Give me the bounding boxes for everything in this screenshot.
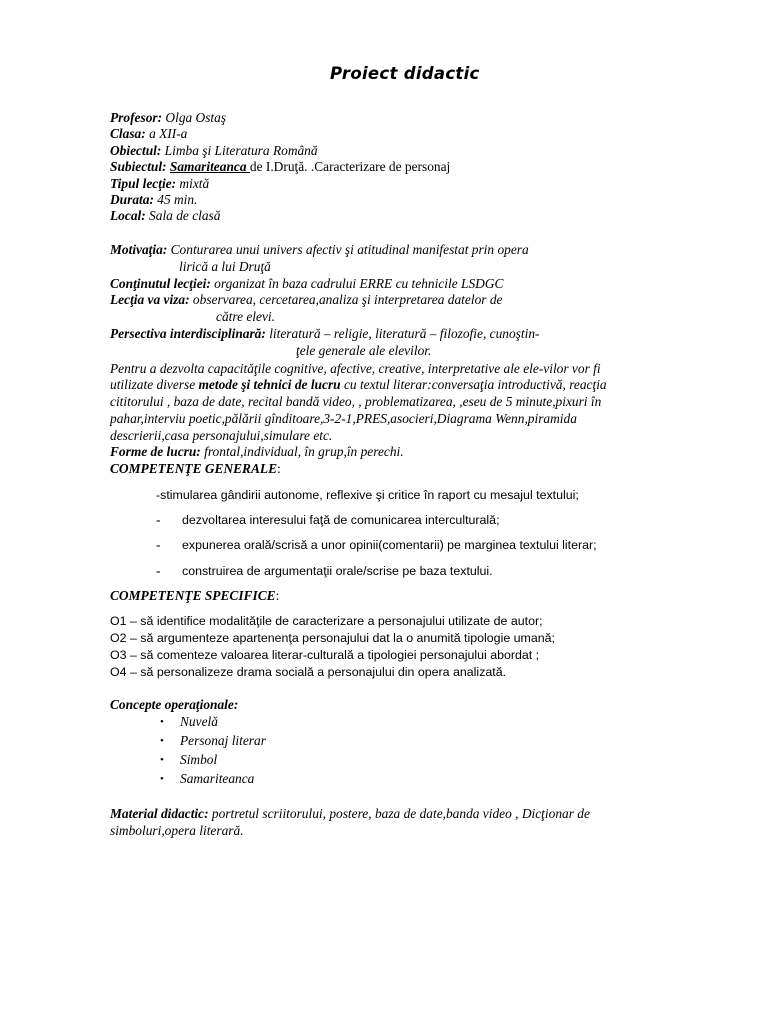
- metode-tehnici-emphasis: metode şi tehnici de lucru: [198, 377, 341, 392]
- persectiva-line2: ţele generale ale elevilor.: [296, 343, 432, 358]
- durata-line: [110, 192, 197, 208]
- bullet-icon: •: [160, 754, 164, 766]
- continutul-text: organizat în baza cadrului ERRE cu tehnicile LSDGC: [210, 276, 504, 291]
- document-title: Proiect didactic: [330, 64, 480, 83]
- obiectul-line: [110, 143, 318, 159]
- continutul-line: [110, 276, 503, 292]
- list-dash: -: [156, 563, 161, 578]
- local-label: Local:: [110, 208, 146, 223]
- motivatia-line: [110, 242, 529, 258]
- local-line: [110, 208, 220, 224]
- profesor-value: Olga Ostaş: [162, 110, 227, 125]
- competente-generale-heading: [110, 461, 281, 477]
- durata-value: 45 min.: [153, 192, 198, 207]
- forme-line: [110, 444, 404, 460]
- material-line: [110, 806, 590, 822]
- competente-generale-colon: :: [277, 461, 281, 476]
- lectia-label: Lecţia va viza:: [110, 292, 190, 307]
- persectiva-text: literatură – religie, literatură – filozofie, cunoştin-: [265, 326, 540, 341]
- paragraph-line2: [110, 377, 607, 393]
- subiectul-line: [110, 159, 450, 175]
- clasa-line: [110, 126, 187, 142]
- para-line2-a: utilizate diverse: [110, 377, 199, 392]
- tipul-line: [110, 176, 209, 192]
- paragraph-line3: cititorului , baza de date, recital bandă video, , problematizarea, ,eseu de 5 minute,pixuri în: [110, 394, 602, 409]
- paragraph-line1: Pentru a dezvolta capacităţile cognitive, afective, creative, interpretative ale ele-vilor vor fi: [110, 361, 601, 376]
- concept-item: Samariteanca: [180, 771, 255, 786]
- list-dash: -: [156, 537, 161, 552]
- subiectul-label: Subiectul:: [110, 159, 167, 174]
- bullet-icon: •: [160, 735, 164, 747]
- clasa-label: Clasa:: [110, 126, 146, 141]
- durata-label: Durata:: [110, 192, 154, 207]
- obiectul-label: Obiectul:: [110, 143, 162, 158]
- competenta-specifica-item: O4 – să personalizeze drama socială a personajului din opera analizată.: [110, 665, 507, 679]
- competente-specifice-heading: [110, 588, 279, 604]
- competenta-generala-item: expunerea orală/scrisă a unor opinii(comentarii) pe marginea textului literar;: [182, 538, 597, 552]
- bullet-icon: •: [160, 716, 164, 728]
- competente-specifice-title: COMPETENŢE SPECIFICE: [110, 588, 276, 603]
- material-text: portretul scriitorului, postere, baza de date,banda video , Dicţionar de: [208, 806, 590, 821]
- competenta-specifica-item: O2 – să argumenteze apartenenţa personajului dat la o anumită tipologie umană;: [110, 631, 555, 645]
- lectia-text: observarea, cercetarea,analiza şi interpretarea datelor de: [189, 292, 503, 307]
- lectia-line: [110, 292, 502, 308]
- concepte-heading: Concepte operaţionale:: [110, 697, 239, 712]
- list-dash: -: [156, 512, 161, 527]
- paragraph-line4: pahar,interviu poetic,pălării gînditoare,3-2-1,PRES,asocieri,Diagrama Wenn,piramida: [110, 411, 577, 426]
- motivatia-text: Conturarea unui univers afectiv şi atitudinal manifestat prin opera: [167, 242, 529, 257]
- competenta-specifica-item: O1 – să identifice modalităţile de caracterizare a personajului utilizate de autor;: [110, 614, 543, 628]
- lectia-line2: către elevi.: [216, 309, 275, 324]
- obiectul-value: Limba şi Literatura Română: [161, 143, 318, 158]
- forme-text: frontal,individual, în grup,în perechi.: [200, 444, 404, 459]
- tipul-value: mixtă: [176, 176, 210, 191]
- concept-item: Nuvelă: [180, 714, 218, 729]
- profesor-line: [110, 110, 226, 126]
- concept-item: Personaj literar: [180, 733, 266, 748]
- tipul-label: Tipul lecţie:: [110, 176, 177, 191]
- paragraph-line5: descrierii,casa personajului,simulare etc.: [110, 428, 333, 443]
- competenta-specifica-item: O3 – să comenteze valoarea literar-culturală a tipologiei personajului abordat ;: [110, 648, 540, 662]
- competente-generale-title: COMPETENŢE GENERALE: [110, 461, 278, 476]
- competenta-generala-first: -stimularea gândirii autonome, reflexive şi critice în raport cu mesajul textului;: [156, 488, 579, 502]
- persectiva-label: Persectiva interdisciplinară:: [110, 326, 266, 341]
- persectiva-line: [110, 326, 539, 342]
- subiectul-title: Samariteanca: [169, 159, 250, 174]
- material-line2: simboluri,opera literară.: [110, 823, 244, 838]
- profesor-label: Profesor:: [110, 110, 163, 125]
- clasa-value: a XII-a: [145, 126, 188, 141]
- competente-specifice-colon: :: [275, 588, 280, 603]
- competenta-generala-item: construirea de argumentaţii orale/scrise pe baza textului.: [182, 564, 493, 578]
- continutul-label: Conţinutul lecţiei:: [110, 276, 211, 291]
- bullet-icon: •: [160, 773, 164, 785]
- local-value: Sala de clasă: [145, 208, 221, 223]
- competenta-generala-item: dezvoltarea interesului faţă de comunicarea interculturală;: [182, 513, 500, 527]
- motivatia-line2: lirică a lui Druţă: [179, 259, 271, 274]
- concept-item: Simbol: [180, 752, 218, 767]
- para-line2-c: cu textul literar:conversaţia introductivă, reacţia: [340, 377, 607, 392]
- forme-label: Forme de lucru:: [110, 444, 201, 459]
- subiectul-rest: de I.Druţă. .Caracterizare de personaj: [249, 159, 451, 174]
- motivatia-label: Motivaţia:: [110, 242, 168, 257]
- material-label: Material didactic:: [110, 806, 209, 821]
